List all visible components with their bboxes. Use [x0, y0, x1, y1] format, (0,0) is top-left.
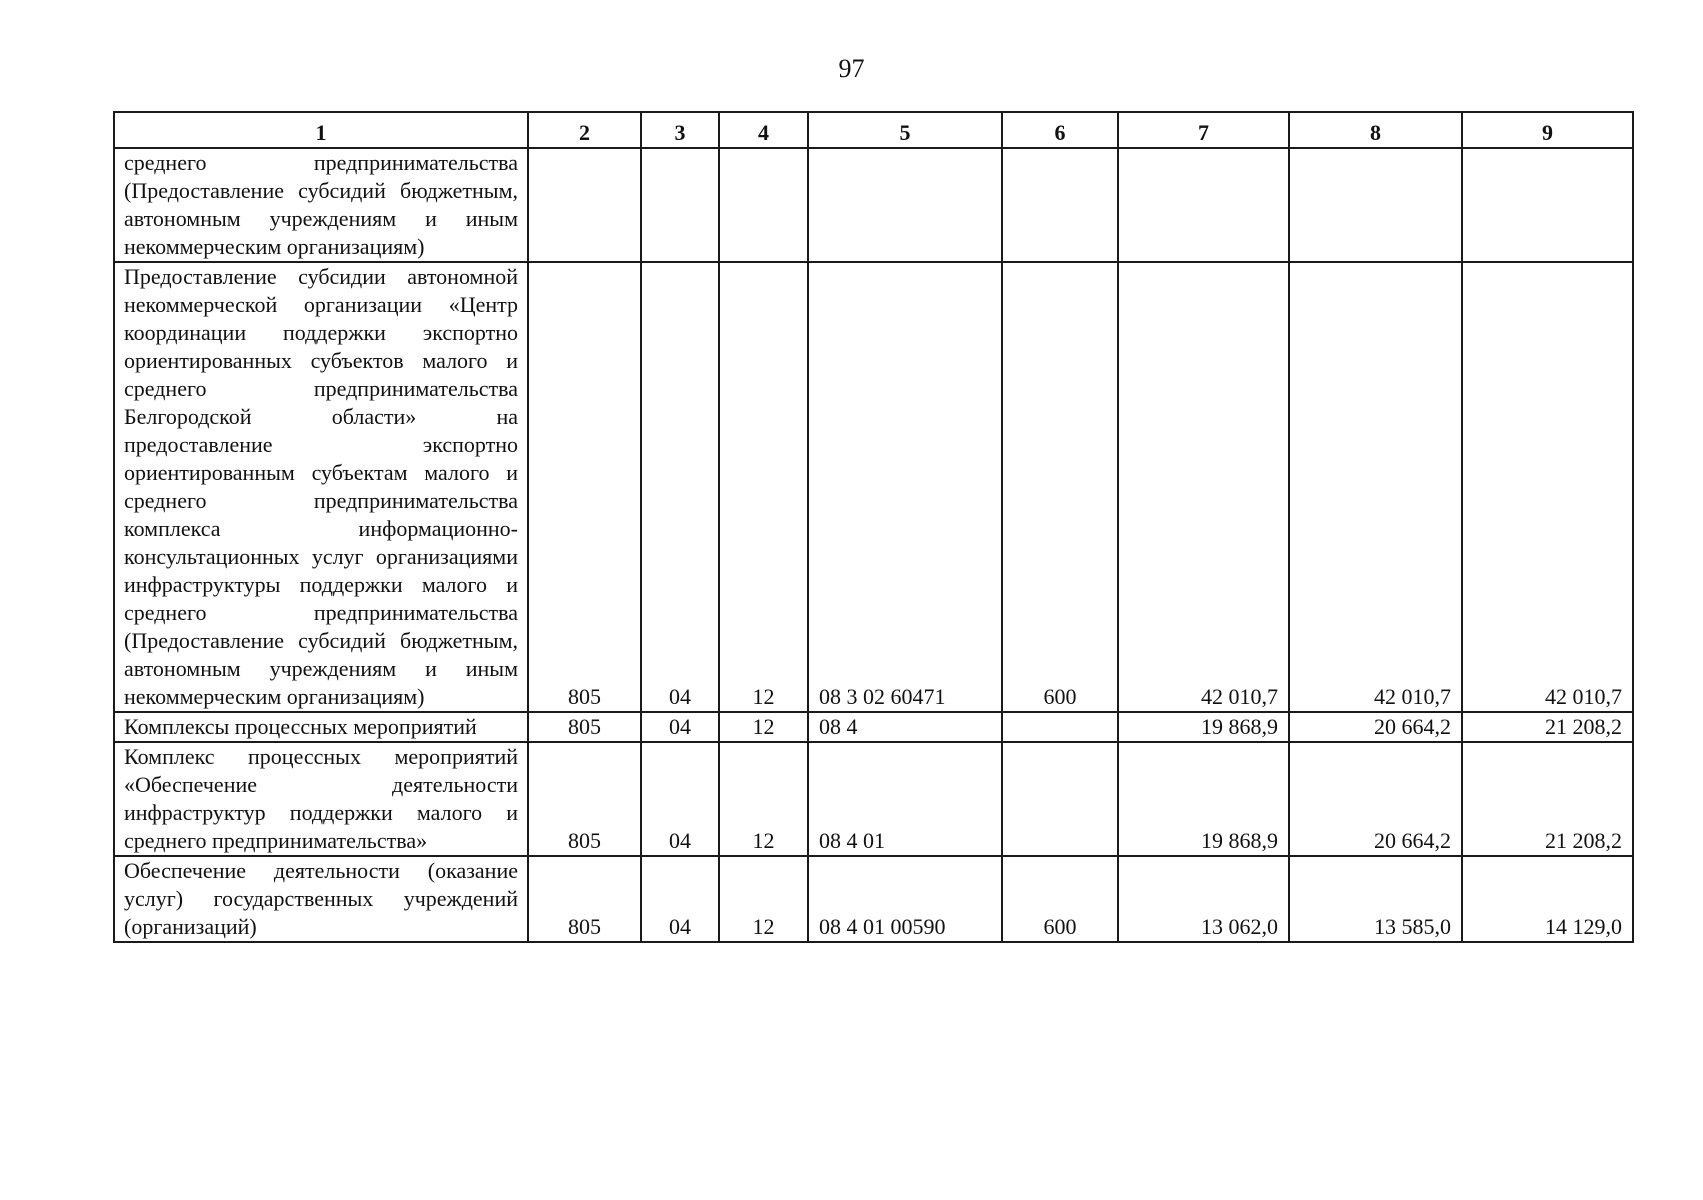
amount-cell: 21 208,2 [1462, 742, 1633, 856]
admin-code-cell: 805 [528, 742, 641, 856]
admin-code-cell: 805 [528, 712, 641, 742]
column-header: 5 [808, 112, 1002, 148]
row-name-cell: Комплексы процессных мероприятий [114, 712, 528, 742]
subsection-code-cell: 12 [719, 712, 808, 742]
subsection-code-cell: 12 [719, 262, 808, 712]
subsection-code-cell: 12 [719, 742, 808, 856]
row-name-cell: Обеспечение деятельности (оказание услуг) государственных учреждений (организаций) [114, 856, 528, 942]
subsection-code-cell: 12 [719, 856, 808, 942]
section-code-cell: 04 [641, 262, 719, 712]
budget-table [113, 111, 1634, 943]
target-article-cell: 08 4 01 00590 [808, 856, 1002, 942]
column-header: 4 [719, 112, 808, 148]
amount-cell [1462, 148, 1633, 262]
column-header: 9 [1462, 112, 1633, 148]
column-header: 7 [1118, 112, 1289, 148]
expense-type-cell [1002, 742, 1118, 856]
table-header-row [114, 112, 1633, 148]
row-name-cell: Предоставление субсидии автономной некоммерческой организации «Центр координации поддержки экспортно ориентированных субъектов малого и среднего предпринимательства Белгородской области» на предоставление экспортно ориентированным субъектам малого и среднего предпринимательства комплекса информационно-консультационных услуг организациями инфраструктуры поддержки малого и среднего предпринимательства (Предоставление субсидий бюджетным, автономным учреждениям и иным некоммерческим организациям) [114, 262, 528, 712]
table-row [114, 856, 1633, 942]
expense-type-cell [1002, 148, 1118, 262]
amount-cell [1289, 148, 1462, 262]
amount-cell: 19 868,9 [1118, 742, 1289, 856]
row-name-cell: Комплекс процессных мероприятий «Обеспечение деятельности инфраструктур поддержки малого и среднего предпринимательства» [114, 742, 528, 856]
amount-cell: 19 868,9 [1118, 712, 1289, 742]
amount-cell: 20 664,2 [1289, 742, 1462, 856]
expense-type-cell [1002, 712, 1118, 742]
column-header: 3 [641, 112, 719, 148]
amount-cell: 42 010,7 [1289, 262, 1462, 712]
amount-cell: 42 010,7 [1462, 262, 1633, 712]
column-header: 1 [114, 112, 528, 148]
table-row [114, 742, 1633, 856]
table-row [114, 712, 1633, 742]
table-row [114, 148, 1633, 262]
section-code-cell [641, 148, 719, 262]
amount-cell: 20 664,2 [1289, 712, 1462, 742]
section-code-cell: 04 [641, 742, 719, 856]
amount-cell [1118, 148, 1289, 262]
target-article-cell: 08 4 01 [808, 742, 1002, 856]
section-code-cell: 04 [641, 712, 719, 742]
amount-cell: 13 062,0 [1118, 856, 1289, 942]
admin-code-cell [528, 148, 641, 262]
row-name-cell: среднего предпринимательства (Предоставление субсидий бюджетным, автономным учреждениям и иным некоммерческим организациям) [114, 148, 528, 262]
column-header: 2 [528, 112, 641, 148]
table-row [114, 262, 1633, 712]
column-header: 8 [1289, 112, 1462, 148]
section-code-cell: 04 [641, 856, 719, 942]
amount-cell: 13 585,0 [1289, 856, 1462, 942]
admin-code-cell: 805 [528, 856, 641, 942]
expense-type-cell: 600 [1002, 262, 1118, 712]
column-header: 6 [1002, 112, 1118, 148]
target-article-cell: 08 3 02 60471 [808, 262, 1002, 712]
admin-code-cell: 805 [528, 262, 641, 712]
target-article-cell [808, 148, 1002, 262]
amount-cell: 21 208,2 [1462, 712, 1633, 742]
amount-cell: 42 010,7 [1118, 262, 1289, 712]
amount-cell: 14 129,0 [1462, 856, 1633, 942]
expense-type-cell: 600 [1002, 856, 1118, 942]
target-article-cell: 08 4 [808, 712, 1002, 742]
subsection-code-cell [719, 148, 808, 262]
page-number: 97 [838, 54, 865, 83]
